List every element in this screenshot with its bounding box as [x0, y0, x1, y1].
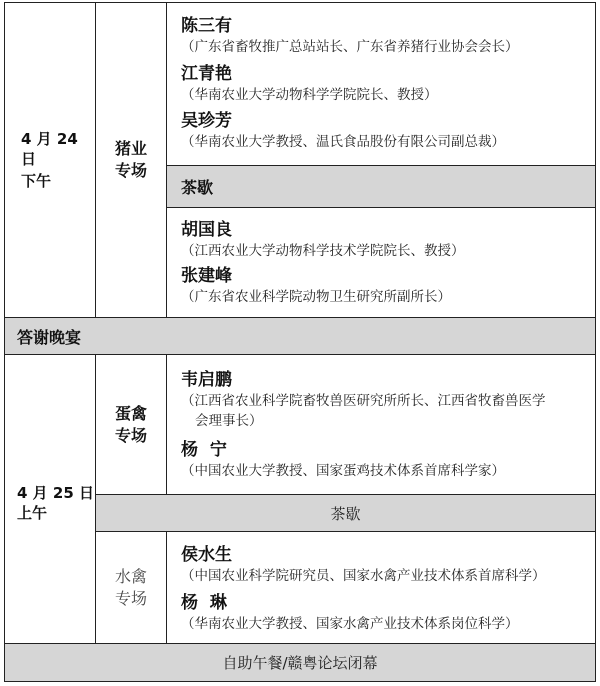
speaker-name: 吴珍芳 — [181, 111, 232, 131]
speaker-title: （江西农业大学动物科学技术学院院长、教授） — [181, 243, 465, 259]
day2-session2-cell — [95, 531, 167, 644]
speaker-name: 江青艳 — [181, 64, 232, 84]
egg-session-line2: 专场 — [114, 425, 147, 445]
speaker-entry — [181, 369, 546, 431]
speaker-name: 胡国良 — [181, 220, 232, 240]
day1-speakers-block1 — [166, 2, 596, 166]
egg-session-line1: 蛋禽 — [114, 403, 147, 423]
speaker-entry — [181, 439, 505, 481]
speaker-title: （华南农业大学教授、温氏食品股份有限公司副总裁） — [181, 134, 505, 150]
speaker-entry — [181, 265, 451, 307]
speaker-entry — [181, 544, 546, 586]
speaker-title: （广东省畜牧推广总站站长、广东省养猪行业协会会长） — [181, 39, 519, 55]
tea-break-label: 茶歇 — [330, 504, 361, 523]
day1-date-line1: 4 月 24 — [21, 130, 78, 148]
day2-date-cell — [4, 354, 96, 644]
speaker-entry — [181, 110, 505, 152]
schedule-table — [4, 2, 596, 682]
day1-date-line2: 日 — [21, 150, 37, 168]
speaker-title-line2: 会理事长） — [195, 413, 263, 429]
speaker-title: （中国农业大学教授、国家蛋鸡技术体系首席科学家） — [181, 463, 505, 479]
day2-date-line1: 4 月 25 日 — [17, 484, 94, 502]
day2-speakers-block2 — [166, 531, 596, 644]
speaker-name: 张建峰 — [181, 266, 232, 286]
speaker-name: 陈三有 — [181, 16, 232, 36]
banquet-label: 答谢晚宴 — [17, 327, 82, 347]
speaker-entry — [181, 63, 438, 105]
pig-session-line1: 猪业 — [114, 139, 147, 158]
day2-speakers-block1 — [166, 354, 596, 495]
day1-date-cell — [4, 2, 96, 318]
speaker-name: 杨 琳 — [181, 593, 227, 613]
speaker-entry — [181, 219, 465, 261]
speaker-title: （广东省农业科学院动物卫生研究所副所长） — [181, 289, 451, 305]
tea-break-label: 茶歇 — [181, 178, 214, 197]
water-session-line2: 专场 — [114, 588, 147, 608]
pig-session-line2: 专场 — [114, 161, 147, 180]
day2-tea-break — [95, 494, 596, 532]
closing-label: 自助午餐/赣粤论坛闭幕 — [222, 654, 378, 672]
closing-row — [4, 643, 596, 682]
speaker-title: （华南农业大学动物科学学院院长、教授） — [181, 87, 438, 103]
speaker-name: 杨 宁 — [181, 440, 227, 460]
day2-time: 上午 — [17, 504, 48, 522]
speaker-title: （中国农业科学院研究员、国家水禽产业技术体系首席科学） — [181, 568, 546, 584]
banquet-row — [4, 317, 596, 355]
speaker-name: 韦启鹏 — [181, 370, 232, 390]
day1-session-cell — [95, 2, 167, 318]
speaker-name: 侯水生 — [181, 545, 232, 565]
speaker-title: （华南农业大学教授、国家水禽产业技术体系岗位科学） — [181, 616, 519, 632]
day1-speakers-block2 — [166, 207, 596, 318]
day1-tea-break — [166, 165, 596, 208]
day1-time: 下午 — [21, 172, 52, 190]
day2-session1-cell — [95, 354, 167, 495]
speaker-entry — [181, 15, 519, 57]
speaker-entry — [181, 592, 519, 634]
water-session-line1: 水禽 — [114, 566, 147, 586]
speaker-title-line1: （江西省农业科学院畜牧兽医研究所所长、江西省牧畜兽医学 — [181, 393, 546, 409]
